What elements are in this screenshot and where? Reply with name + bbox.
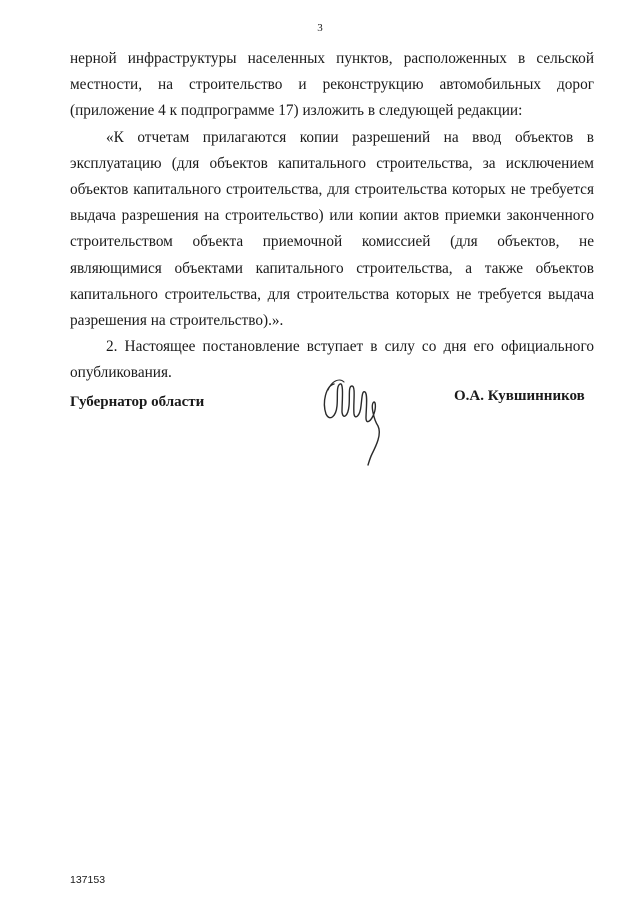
signer-position: Губернатор области xyxy=(70,394,205,410)
paragraph-effective-date: 2. Настоящее постановление вступает в силу со дня его официального опубликования. xyxy=(70,338,594,382)
signature-block xyxy=(70,372,590,472)
paragraph-quoted-amendment: «К отчетам прилагаются копии разрешений на ввод объектов в эксплуатацию (для объектов капитального строительства, за исключением объектов капитального строительства, для строительства которых не требуется выдача разрешения на строительство) или копии актов приемки законченного строительством объекта приемочной комиссией (для объектов, не являющимися объектами капитального строительства, а также объектов капитального строительства, для строительства которых не требуется выдача разрешения на строительство).». xyxy=(70,128,594,330)
page-number: 3 xyxy=(317,22,323,34)
signer-name: О.А. Кувшинников xyxy=(454,388,585,404)
handwritten-signature xyxy=(318,372,388,467)
document-code: 137153 xyxy=(70,874,106,886)
paragraph-continuation: нерной инфраструктуры населенных пунктов, расположенных в сельской местности, на строительство и реконструкцию автомобильных дорог (приложение 4 к подпрограмме 17) изложить в следующей редакции: xyxy=(70,50,594,120)
document-body xyxy=(70,46,594,387)
